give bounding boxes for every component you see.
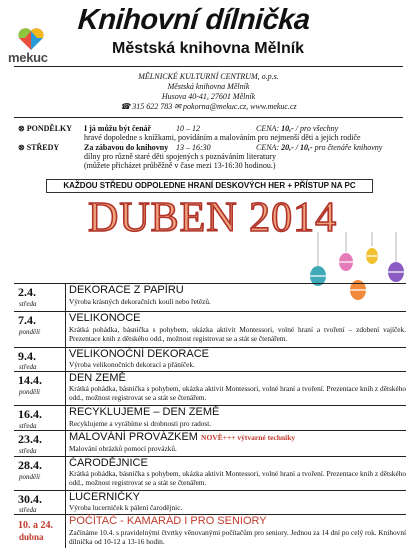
- event-day: středa: [19, 363, 37, 371]
- event-date: 16.4.: [18, 407, 42, 421]
- event-day: středa: [19, 422, 37, 430]
- contact-line: ☎ 315 622 783 ✉ pokorna@mekuc.cz, www.mekuc.cz: [120, 102, 297, 111]
- event-title: ČARODĚJNICE: [69, 457, 148, 469]
- event-desc: Krátká pohádka, básnička s pohybem, ukázka aktivit Montessori, volné hraní a tvoření. Prezentace knih z dětského odd., možnost registrovat se a stát se čtenářem.: [69, 384, 406, 402]
- logo-text: mekuc: [8, 50, 48, 65]
- event-row: [14, 490, 406, 514]
- event-row: [14, 311, 406, 347]
- event-date: 10. a 24.: [18, 520, 53, 531]
- event-desc: Výroba krásných dekoračních koulí nebo řetězů.: [69, 297, 211, 306]
- wednesday-note: (můžete přicházet průběžně v čase mezi 13-16:30 hodinou.): [84, 161, 276, 170]
- event-row: [14, 371, 406, 405]
- event-desc: Výroba lucerniček k pálení čarodějnic.: [69, 503, 183, 512]
- monday-time: 10 – 12: [176, 124, 200, 133]
- mekuc-logo: [8, 22, 54, 66]
- event-day: pondělí: [19, 328, 40, 336]
- event-date: 2.4.: [18, 285, 36, 299]
- wednesday-desc: dílny pro různě staré děti spojených s poznáváním literatury: [84, 152, 276, 161]
- event-day: středa: [19, 506, 37, 514]
- wednesday-time: 13 – 16:30: [176, 143, 211, 152]
- event-title: VELIKONOCE: [69, 312, 141, 324]
- event-title: MALOVÁNÍ PROVÁZKEM NOVĚ+++ výtvarné techniky: [69, 431, 296, 443]
- wednesday-title: Za zábavou do knihovny: [84, 143, 169, 152]
- header-divider: [14, 66, 403, 67]
- event-title: POČÍTAČ - KAMARÁD I PRO SENIORY: [69, 515, 267, 527]
- address-line-2: Městská knihovna Mělník: [167, 82, 250, 91]
- event-day: dubna: [19, 532, 44, 542]
- month-heading: DUBEN 2014: [88, 195, 338, 241]
- event-desc: Výroba velikonočních dekorací a přáníček.: [69, 360, 195, 369]
- logo-heart-icon: [16, 26, 46, 52]
- event-date: 7.4.: [18, 313, 36, 327]
- event-row: [14, 456, 406, 490]
- event-date: 28.4.: [18, 458, 42, 472]
- event-day: středa: [19, 300, 37, 308]
- page-subtitle: Městská knihovna Mělník: [112, 40, 305, 57]
- event-title: VELIKONOČNÍ DEKORACE: [69, 348, 209, 360]
- event-row: [14, 430, 406, 456]
- event-day: pondělí: [19, 473, 40, 481]
- events-list: [14, 283, 406, 548]
- event-date: 23.4.: [18, 432, 42, 446]
- monday-title: I já můžu být čenář: [84, 124, 152, 133]
- wednesday-label: ⊗ STŘEDY: [18, 143, 60, 152]
- event-title: LUCERNIČKY: [69, 491, 140, 503]
- monday-price: CENA: 10,- / pro všechny: [256, 124, 339, 133]
- event-desc: Začínáme 10.4. s pravidelnými čtvrtky věnovanými počítačům pro seniory. Jednou za 14 dní po celý rok. Knihovní dílnička od 10-12 a 13-16 hodin.: [69, 528, 406, 546]
- event-row: [14, 514, 406, 548]
- wednesday-price: CENA: 20,- / 10,- pro čtenáře knihovny: [256, 143, 383, 152]
- event-date: 9.4.: [18, 349, 36, 363]
- event-day: středa: [19, 447, 37, 455]
- event-desc: Recyklujeme a vyrábíme si drobnosti pro radost.: [69, 419, 212, 428]
- monday-desc: hravé dopoledne s knížkami, povídáním a malováním pro nejmenší děti a jejich rodiče: [84, 133, 361, 142]
- address-line-3: Husova 40-41, 27601 Mělník: [161, 92, 256, 101]
- event-title: RECYKLUJEME – DEN ZEMĚ: [69, 406, 220, 418]
- page-title: Knihovní dílnička: [76, 4, 311, 36]
- event-desc: Krátká pohádka, básnička s pohybem, ukázka aktivit Montessori, volné hraní a tvoření. Prezentace knih z dětského odd., možnost registrovat se a stát se čtenářem.: [69, 469, 406, 487]
- address-divider: [14, 117, 403, 118]
- event-desc: Malování obrázků pomocí provázků.: [69, 444, 177, 453]
- event-row: [14, 283, 406, 311]
- event-title: DEN ZEMĚ: [69, 372, 126, 384]
- address-line-1: MĚLNICKÉ KULTURNÍ CENTRUM, o.p.s.: [138, 72, 279, 81]
- monday-label: ⊗ PONDĚLKY: [18, 124, 73, 133]
- event-date: 14.4.: [18, 373, 42, 387]
- event-row: [14, 347, 406, 371]
- event-title: DEKORACE Z PAPÍRU: [69, 284, 184, 296]
- event-desc: Krátká pohádka, básnička s pohybem, ukázka aktivit Montessori, volné hraní a tvoření – zdobení vajíček. Prezentace knih z dětského odd., možnost registrovat se a stát se čtenářem.: [69, 325, 406, 343]
- event-title-note: NOVĚ+++ výtvarné techniky: [201, 433, 296, 442]
- event-day: pondělí: [19, 388, 40, 396]
- event-date: 30.4.: [18, 492, 42, 506]
- weekly-banner: KAŽDOU STŘEDU ODPOLEDNE HRANÍ DESKOVÝCH HER + PŘÍSTUP NA PC: [46, 179, 373, 193]
- event-row: [14, 405, 406, 430]
